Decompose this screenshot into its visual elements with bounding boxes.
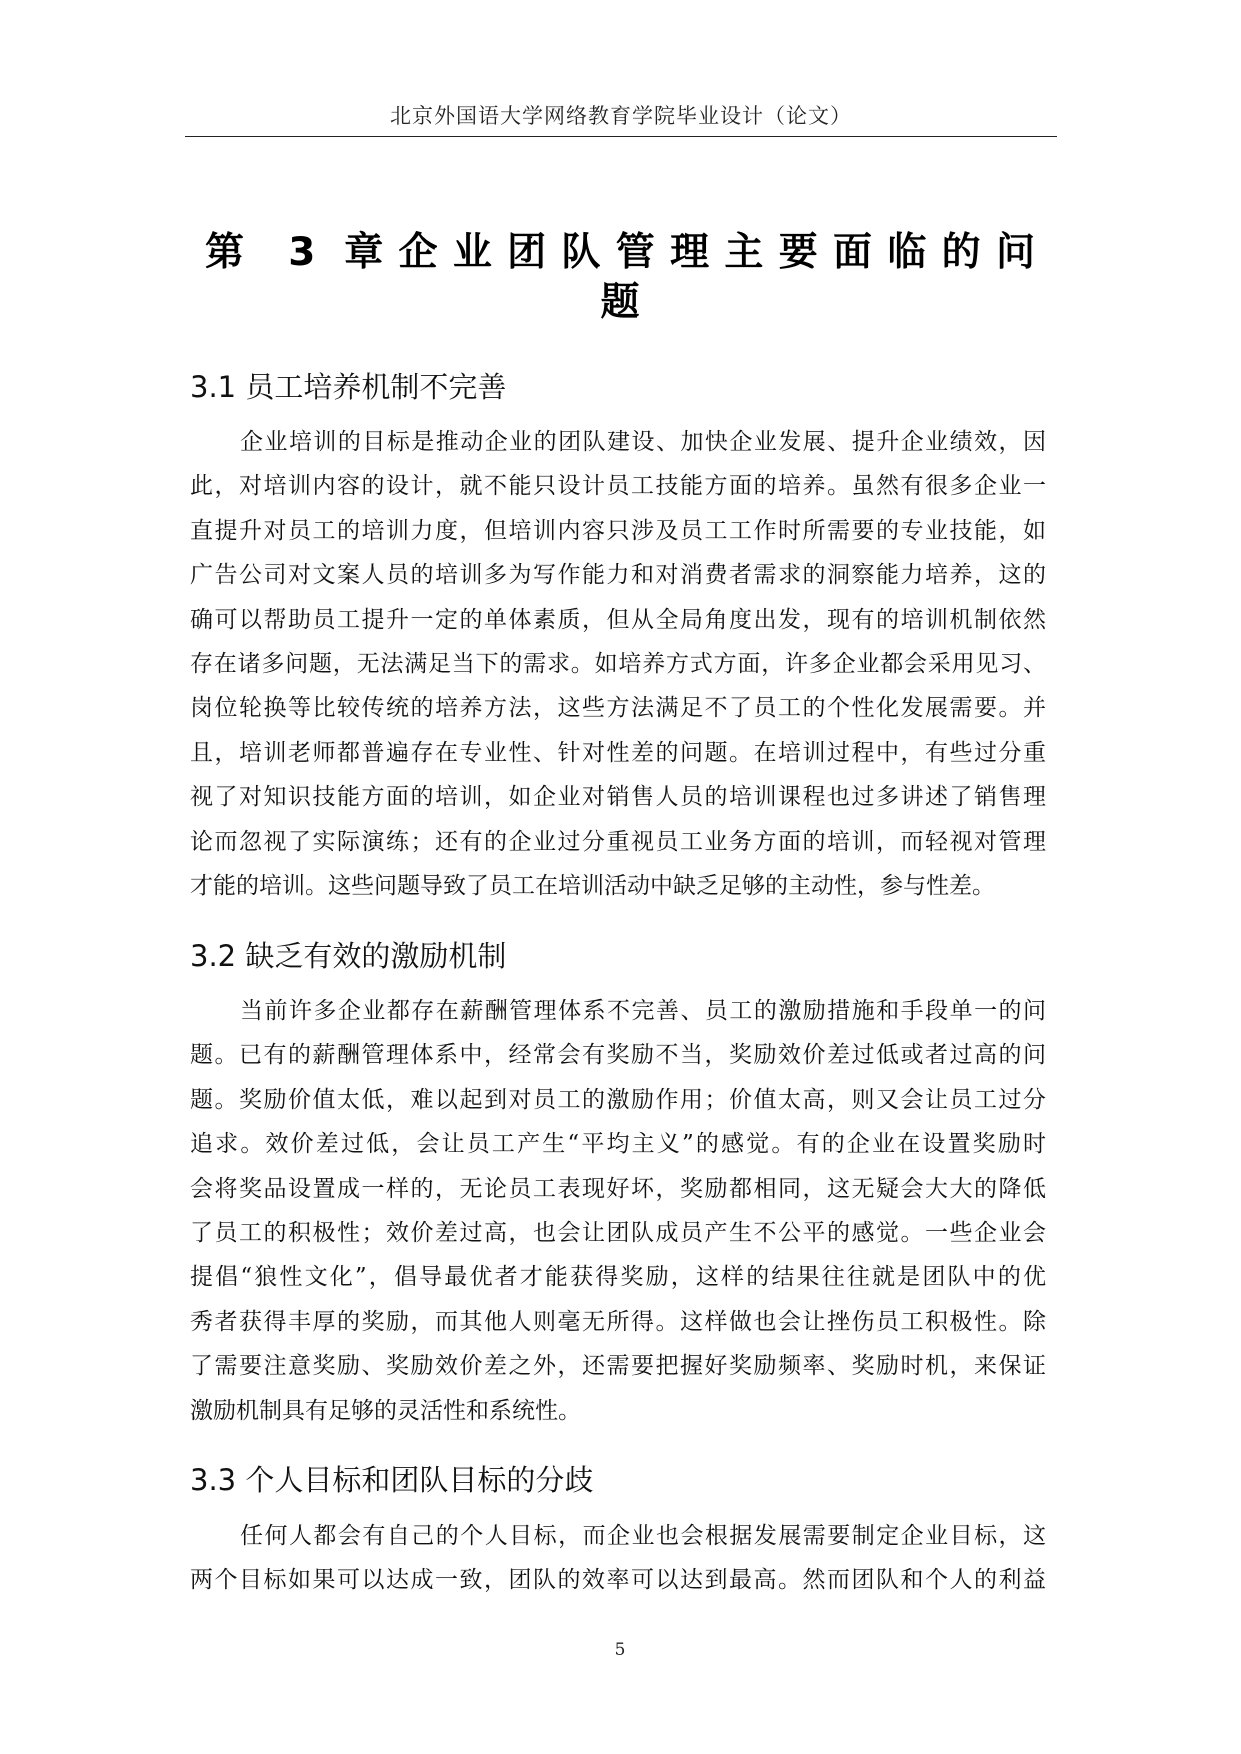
section-heading-3-1: 3.1 员工培养机制不完善 xyxy=(190,370,507,404)
paragraph-line: 追求。效价差过低，会让员工产生“平均主义”的感觉。有的企业在设置奖励时 xyxy=(190,1131,1046,1158)
paragraph-line: 题。已有的薪酬管理体系中，经常会有奖励不当，奖励效价差过低或者过高的问 xyxy=(190,1042,1046,1069)
section-heading-3-3: 3.3 个人目标和团队目标的分歧 xyxy=(190,1463,594,1497)
paragraph-line: 会将奖品设置成一样的，无论员工表现好坏，奖励都相同，这无疑会大大的降低 xyxy=(190,1175,1046,1202)
paragraph-line: 题。奖励价值太低，难以起到对员工的激励作用；价值太高，则又会让员工过分 xyxy=(190,1086,1046,1113)
paragraph-line: 论而忽视了实际演练；还有的企业过分重视员工业务方面的培训，而轻视对管理 xyxy=(190,828,1046,855)
paragraph-line: 存在诸多问题，无法满足当下的需求。如培养方式方面，许多企业都会采用见习、 xyxy=(190,650,1046,677)
running-header: 北京外国语大学网络教育学院毕业设计（论文） xyxy=(390,104,852,128)
paragraph-line: 视了对知识技能方面的培训，如企业对销售人员的培训课程也过多讲述了销售理 xyxy=(190,784,1046,811)
section-heading-3-2: 3.2 缺乏有效的激励机制 xyxy=(190,939,507,973)
section-body-3-1 xyxy=(190,420,1046,908)
paragraph-line: 了需要注意奖励、奖励效价差之外，还需要把握好奖励频率、奖励时机，来保证 xyxy=(190,1353,1046,1380)
paragraph-line: 激励机制具有足够的灵活性和系统性。 xyxy=(190,1397,581,1424)
header-rule xyxy=(185,136,1057,137)
paragraph-line: 秀者获得丰厚的奖励，而其他人则毫无所得。这样做也会让挫伤员工积极性。除 xyxy=(190,1308,1046,1335)
paragraph-line: 两个目标如果可以达成一致，团队的效率可以达到最高。然而团队和个人的利益 xyxy=(190,1567,1046,1594)
paragraph-line: 直提升对员工的培训力度，但培训内容只涉及员工工作时所需要的专业技能，如 xyxy=(190,517,1046,544)
section-body-3-3 xyxy=(190,1514,1046,1603)
paragraph-line: 岗位轮换等比较传统的培养方法，这些方法满足不了员工的个性化发展需要。并 xyxy=(190,695,1046,722)
paragraph-line: 提倡“狼性文化”，倡导最优者才能获得奖励，这样的结果往往就是团队中的优 xyxy=(190,1264,1046,1291)
page-number: 5 xyxy=(614,1640,626,1660)
paragraph-line: 企业培训的目标是推动企业的团队建设、加快企业发展、提升企业绩效，因 xyxy=(240,429,1046,455)
chapter-title-line-2: 题 xyxy=(600,280,640,325)
section-body-3-2 xyxy=(190,989,1046,1433)
paragraph-line: 才能的培训。这些问题导致了员工在培训活动中缺乏足够的主动性，参与性差。 xyxy=(190,872,995,899)
paragraph-line: 当前许多企业都存在薪酬管理体系不完善、员工的激励措施和手段单一的问 xyxy=(240,998,1046,1024)
chapter-title-line-1: 第 3 章企业团队管理主要面临的问 xyxy=(205,230,1035,275)
chapter-title xyxy=(205,228,1035,328)
paragraph-line: 且，培训老师都普遍存在专业性、针对性差的问题。在培训过程中，有些过分重 xyxy=(190,739,1046,766)
paragraph-line: 确可以帮助员工提升一定的单体素质，但从全局角度出发，现有的培训机制依然 xyxy=(190,606,1046,633)
paragraph-line: 任何人都会有自己的个人目标，而企业也会根据发展需要制定企业目标，这 xyxy=(240,1523,1046,1549)
paragraph-line: 了员工的积极性；效价差过高，也会让团队成员产生不公平的感觉。一些企业会 xyxy=(190,1219,1046,1246)
paragraph-line: 此，对培训内容的设计，就不能只设计员工技能方面的培养。虽然有很多企业一 xyxy=(190,473,1046,500)
paragraph-line: 广告公司对文案人员的培训多为写作能力和对消费者需求的洞察能力培养，这的 xyxy=(190,562,1046,589)
